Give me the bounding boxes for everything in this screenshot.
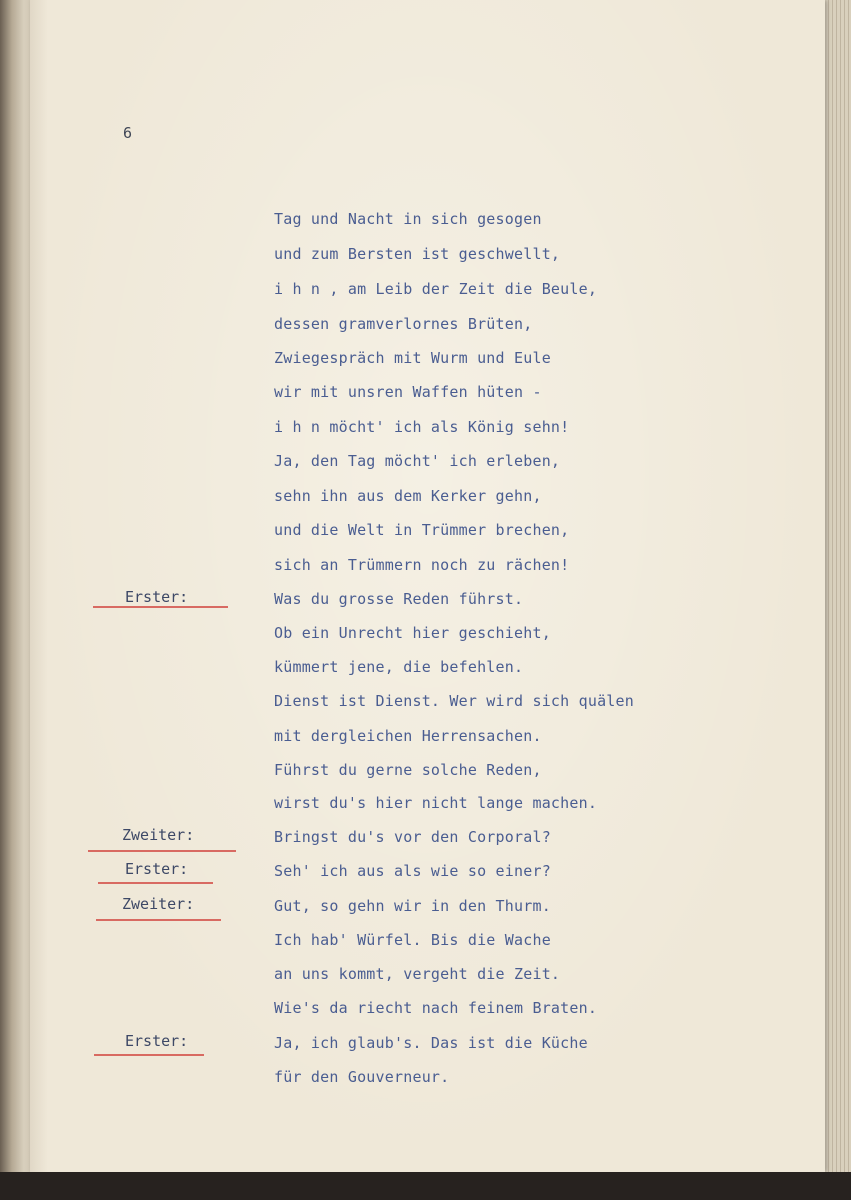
verse-line: sich an Trümmern noch zu rächen! <box>274 556 570 574</box>
verse-line: Bringst du's vor den Corporal? <box>274 828 551 846</box>
speaker-underline <box>96 919 221 921</box>
manuscript-page <box>30 0 825 1172</box>
page-number: 6 <box>123 124 133 142</box>
verse-line: i h n möcht' ich als König sehn! <box>274 418 570 436</box>
verse-line: Dienst ist Dienst. Wer wird sich quälen <box>274 692 634 710</box>
speaker-label: Zweiter: <box>122 826 195 844</box>
verse-line: mit dergleichen Herrensachen. <box>274 727 542 745</box>
verse-line: Ja, den Tag möcht' ich erleben, <box>274 452 561 470</box>
verse-line: i h n , am Leib der Zeit die Beule, <box>274 280 598 298</box>
speaker-label: Erster: <box>125 860 189 878</box>
verse-line: und zum Bersten ist geschwellt, <box>274 245 561 263</box>
speaker-label: Erster: <box>125 1032 189 1050</box>
book-binding <box>0 0 34 1200</box>
verse-line: Ja, ich glaub's. Das ist die Küche <box>274 1034 588 1052</box>
speaker-underline <box>94 1054 204 1056</box>
speaker-underline <box>93 606 228 608</box>
speaker-underline <box>98 882 213 884</box>
verse-line: wirst du's hier nicht lange machen. <box>274 794 598 812</box>
verse-line: an uns kommt, vergeht die Zeit. <box>274 965 561 983</box>
verse-line: Seh' ich aus als wie so einer? <box>274 862 551 880</box>
verse-line: wir mit unsren Waffen hüten - <box>274 383 542 401</box>
verse-line: Tag und Nacht in sich gesogen <box>274 210 542 228</box>
speaker-underline <box>88 850 236 852</box>
verse-line: Gut, so gehn wir in den Thurm. <box>274 897 551 915</box>
speaker-label: Zweiter: <box>122 895 195 913</box>
verse-line: dessen gramverlornes Brüten, <box>274 315 533 333</box>
verse-line: Ich hab' Würfel. Bis die Wache <box>274 931 551 949</box>
verse-line: und die Welt in Trümmer brechen, <box>274 521 570 539</box>
verse-line: kümmert jene, die befehlen. <box>274 658 524 676</box>
speaker-label: Erster: <box>125 588 189 606</box>
scan-background <box>0 1172 851 1200</box>
verse-line: Zwiegespräch mit Wurm und Eule <box>274 349 551 367</box>
verse-line: sehn ihn aus dem Kerker gehn, <box>274 487 542 505</box>
page-edges <box>821 0 851 1200</box>
verse-line: für den Gouverneur. <box>274 1068 450 1086</box>
verse-line: Wie's da riecht nach feinem Braten. <box>274 999 598 1017</box>
verse-line: Ob ein Unrecht hier geschieht, <box>274 624 551 642</box>
verse-line: Führst du gerne solche Reden, <box>274 761 542 779</box>
verse-line: Was du grosse Reden führst. <box>274 590 524 608</box>
